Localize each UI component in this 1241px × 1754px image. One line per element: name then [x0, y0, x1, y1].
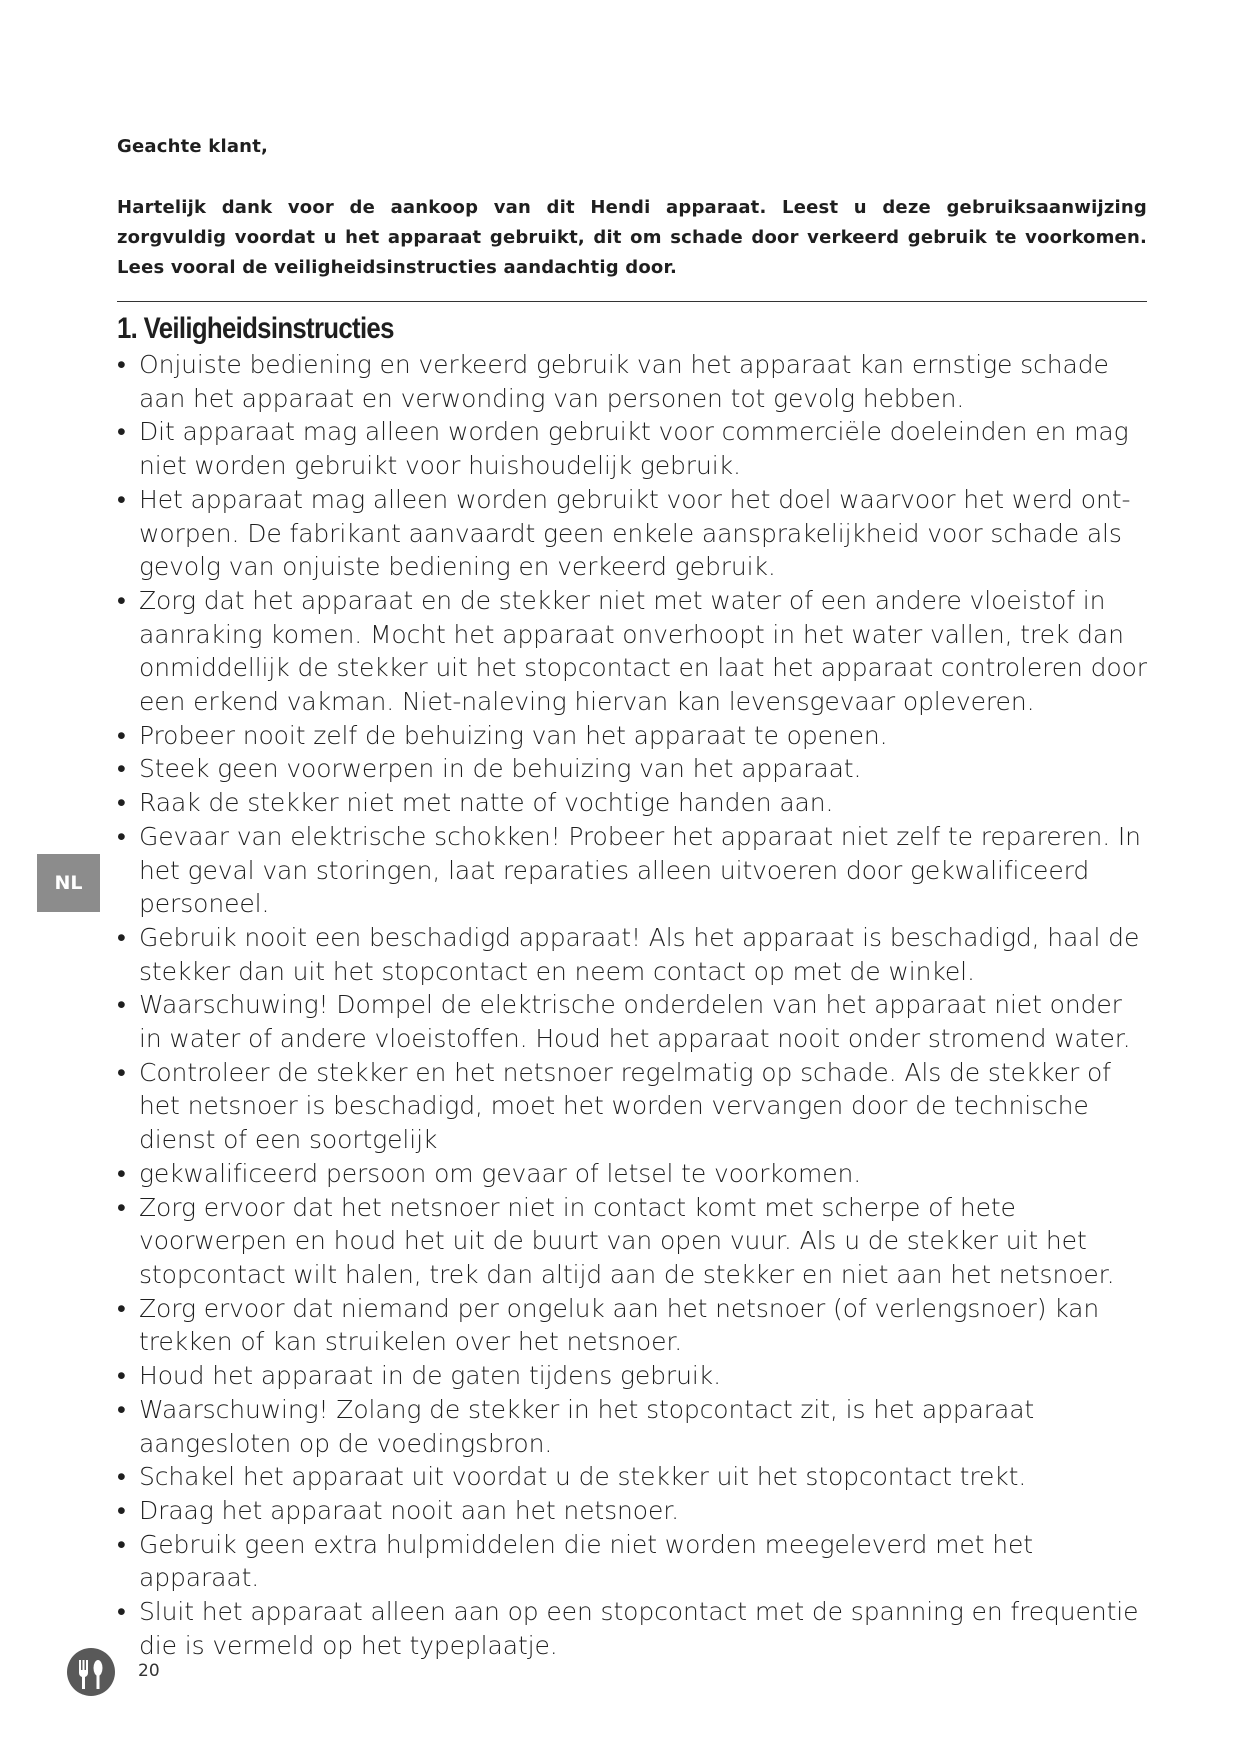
list-item: • Zorg ervoor dat het netsnoer niet in contact komt met scherpe of hete voorwerpen en houd het uit de buurt van open vuur. Als u de stekker uit het stopcontact wilt halen, trek dan altijd aan de stekker en niet aan het netsnoer.: [117, 1191, 1147, 1292]
list-item: • Onjuiste bediening en verkeerd gebruik van het apparaat kan ernstige schade aan het apparaat en verwonding van personen tot gevolg hebben.: [117, 348, 1147, 415]
list-item: • gekwalificeerd persoon om gevaar of letsel te voorkomen.: [117, 1157, 1147, 1191]
list-item: • Gebruik nooit een beschadigd apparaat! Als het apparaat is beschadigd, haal de stekker dan uit het stopcontact en neem contact op met de winkel.: [117, 921, 1147, 988]
safety-instructions-list: [117, 348, 1147, 1662]
list-item: • Gevaar van elektrische schokken! Probeer het apparaat niet zelf te repareren. In het geval van storingen, laat reparaties alleen uitvoeren door gekwalificeerd personeel.: [117, 820, 1147, 921]
cutlery-logo-icon: [66, 1647, 116, 1697]
section-title: 1. Veiligheidsinstructies: [117, 312, 394, 345]
list-item: • Raak de stekker niet met natte of vochtige handen aan.: [117, 786, 1147, 820]
list-item: • Steek geen voorwerpen in de behuizing van het apparaat.: [117, 752, 1147, 786]
list-item: • Houd het apparaat in de gaten tijdens gebruik.: [117, 1359, 1147, 1393]
page-content: [117, 136, 1147, 1662]
list-item: • Sluit het apparaat alleen aan op een stopcontact met de spanning en frequentie die is vermeld op het typeplaatje.: [117, 1595, 1147, 1662]
intro-paragraph: Hartelijk dank voor de aankoop van dit Hendi apparaat. Leest u deze gebruiksaanwijzing zorgvuldig voordat u het apparaat gebruikt, dit om schade door verkeerd gebruik te voorkomen. Lees vooral de veiligheidsinstructies aandachtig door.: [117, 197, 1147, 278]
list-item: • Waarschuwing! Dompel de elektrische onderdelen van het apparaat niet onder in water of andere vloeistoffen. Houd het apparaat nooit onder stromend water.: [117, 988, 1147, 1055]
list-item: • Zorg dat het apparaat en de stekker niet met water of een andere vloeistof in aanraking komen. Mocht het apparaat onverhoopt in het water vallen, trek dan onmiddellijk de stekker uit het stopcontact en laat het apparaat controleren door een erkend vakman. Niet-naleving hiervan kan levensgevaar opleveren.: [117, 584, 1147, 719]
list-item: • Schakel het apparaat uit voordat u de stekker uit het stopcontact trekt.: [117, 1460, 1147, 1494]
divider: [117, 301, 1147, 302]
list-item: • Controleer de stekker en het netsnoer regelmatig op schade. Als de stekker of het netsnoer is beschadigd, moet het worden vervangen door de technische dienst of een soortgelijk: [117, 1056, 1147, 1157]
language-tab: NL: [37, 854, 100, 912]
list-item: • Gebruik geen extra hulpmiddelen die niet worden meegeleverd met het apparaat.: [117, 1528, 1147, 1595]
list-item: • Het apparaat mag alleen worden gebruikt voor het doel waarvoor het werd ontworpen. De fabrikant aanvaardt geen enkele aansprakelijkheid voor schade als gevolg van onjuiste bediening en verkeerd gebruik.: [117, 483, 1147, 584]
list-item: • Zorg ervoor dat niemand per ongeluk aan het netsnoer (of verlengsnoer) kan trekken of kan struikelen over het netsnoer.: [117, 1292, 1147, 1359]
list-item: • Probeer nooit zelf de behuizing van het apparaat te openen.: [117, 719, 1147, 753]
greeting: Geachte klant,: [117, 136, 269, 157]
list-item: • Dit apparaat mag alleen worden gebruikt voor commerciële doeleinden en mag niet worden gebruikt voor huishoudelijk gebruik.: [117, 415, 1147, 482]
list-item: • Draag het apparaat nooit aan het netsnoer.: [117, 1494, 1147, 1528]
page-number: 20: [138, 1661, 160, 1681]
list-item: • Waarschuwing! Zolang de stekker in het stopcontact zit, is het apparaat aangesloten op de voedingsbron.: [117, 1393, 1147, 1460]
